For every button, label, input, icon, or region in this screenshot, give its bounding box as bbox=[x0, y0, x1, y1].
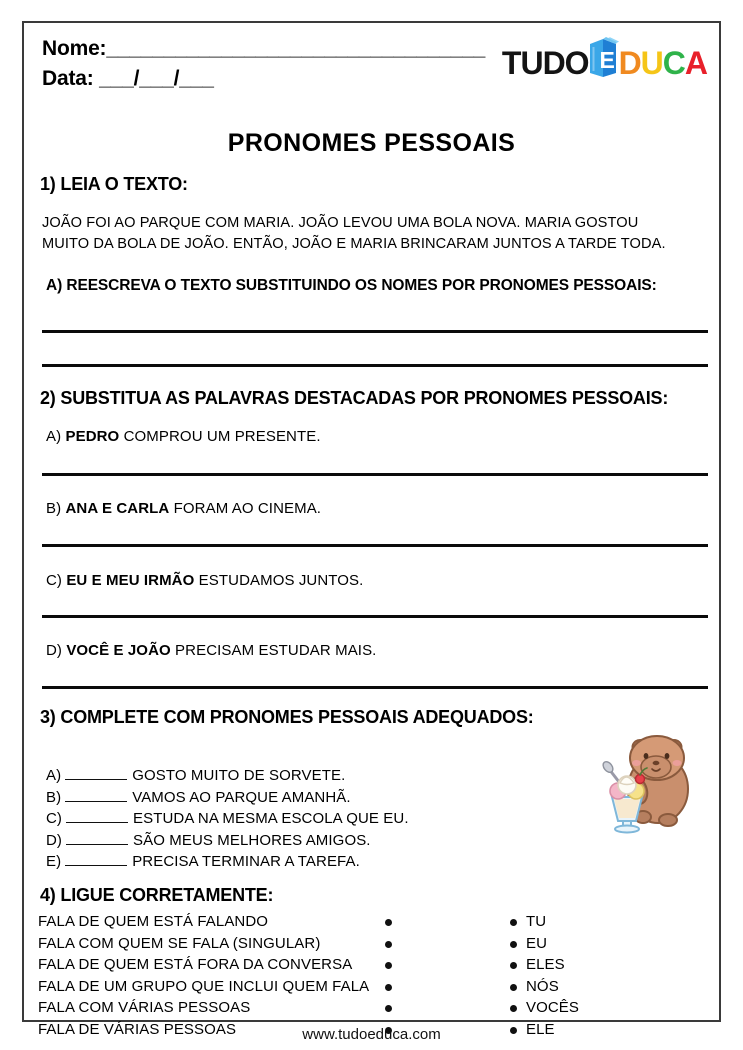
matching-exercise bbox=[24, 911, 719, 1041]
matching-left-dot[interactable] bbox=[385, 962, 392, 969]
answer-line[interactable] bbox=[42, 364, 708, 367]
matching-left-label: FALA COM QUEM SE FALA (SINGULAR) bbox=[38, 934, 321, 952]
matching-row bbox=[24, 933, 719, 955]
logo-text-tudo: TUDO bbox=[501, 45, 589, 81]
section-4-heading: 4) LIGUE CORRETAMENTE: bbox=[40, 885, 274, 905]
answer-line[interactable] bbox=[42, 330, 708, 333]
matching-right-label: TU bbox=[526, 913, 547, 930]
reading-passage bbox=[42, 213, 706, 255]
matching-left-label: FALA DE UM GRUPO QUE INCLUI QUEM FALA bbox=[38, 977, 370, 995]
logo-letter-d: D bbox=[618, 45, 641, 81]
matching-left-label: FALA DE QUEM ESTÁ FORA DA CONVERSA bbox=[38, 956, 353, 973]
fill-in-blank[interactable] bbox=[66, 809, 128, 823]
section-2-item bbox=[46, 428, 321, 445]
matching-left-dot[interactable] bbox=[385, 919, 392, 926]
section-2-item bbox=[46, 642, 376, 659]
matching-left-label: FALA COM VÁRIAS PESSOAS bbox=[38, 999, 251, 1016]
item-marker: B) bbox=[46, 788, 62, 806]
item-marker: D) bbox=[46, 642, 63, 659]
item-text: ESTUDA NA MESMA ESCOLA QUE EU. bbox=[133, 810, 409, 827]
item-highlight: ANA E CARLA bbox=[65, 500, 170, 517]
logo-letter-c: C bbox=[662, 45, 685, 81]
name-field-rule[interactable]: _________________________________ bbox=[106, 37, 486, 60]
matching-right-label: NÓS bbox=[526, 977, 559, 995]
date-field-label: Data: bbox=[42, 67, 94, 90]
fill-in-row bbox=[46, 765, 409, 787]
page-title: PRONOMES PESSOAIS bbox=[227, 129, 516, 157]
section-2-item bbox=[46, 500, 321, 517]
svg-text:E: E bbox=[599, 47, 614, 73]
item-highlight: PEDRO bbox=[65, 428, 120, 445]
footer-website[interactable]: www.tudoeduca.com bbox=[302, 1026, 441, 1043]
item-highlight: VOCÊ E JOÃO bbox=[66, 642, 171, 659]
fill-in-row bbox=[46, 808, 409, 830]
passage-line: MUITO DA BOLA DE JOÃO. ENTÃO, JOÃO E MARIA BRINCARAM JUNTOS A TARDE TODA. bbox=[42, 236, 666, 253]
matching-right-dot[interactable] bbox=[510, 919, 517, 926]
matching-right-dot[interactable] bbox=[510, 962, 517, 969]
matching-right-label: EU bbox=[526, 934, 548, 952]
item-text: FORAM AO CINEMA. bbox=[169, 500, 322, 517]
tudoeduca-logo bbox=[502, 33, 707, 79]
matching-row bbox=[24, 997, 719, 1019]
section-3-heading: 3) COMPLETE COM PRONOMES PESSOAIS ADEQUADOS: bbox=[40, 707, 534, 727]
item-text: SÃO MEUS MELHORES AMIGOS. bbox=[133, 831, 371, 849]
item-marker: E) bbox=[46, 853, 62, 870]
worksheet-header bbox=[24, 23, 719, 103]
matching-row bbox=[24, 911, 719, 933]
name-field-label: Nome: bbox=[42, 37, 107, 60]
capybara-icon bbox=[596, 725, 706, 835]
matching-right-label: VOCÊS bbox=[526, 999, 580, 1016]
answer-line[interactable] bbox=[42, 615, 708, 618]
item-marker: C) bbox=[46, 810, 63, 827]
date-field-rule[interactable]: ___/___/___ bbox=[99, 67, 214, 90]
matching-right-dot[interactable] bbox=[510, 941, 517, 948]
answer-line[interactable] bbox=[42, 544, 708, 547]
matching-right-dot[interactable] bbox=[510, 984, 517, 991]
item-marker: B) bbox=[46, 500, 62, 517]
matching-left-label: FALA DE QUEM ESTÁ FALANDO bbox=[38, 913, 269, 930]
fill-in-blank[interactable] bbox=[65, 788, 127, 802]
date-field-row bbox=[42, 67, 214, 91]
book-icon bbox=[586, 37, 620, 79]
item-text: GOSTO MUITO DE SORVETE. bbox=[132, 767, 346, 784]
matching-right-label: ELE bbox=[526, 1020, 555, 1038]
item-marker: A) bbox=[46, 428, 62, 445]
logo-letter-a: A bbox=[684, 45, 707, 81]
answer-line[interactable] bbox=[42, 473, 708, 476]
fill-in-blank[interactable] bbox=[65, 766, 127, 780]
item-highlight: EU E MEU IRMÃO bbox=[66, 572, 195, 589]
item-marker: A) bbox=[46, 767, 62, 784]
fill-in-row bbox=[46, 787, 409, 809]
matching-right-label: ELES bbox=[526, 956, 565, 973]
matching-left-dot[interactable] bbox=[385, 984, 392, 991]
matching-row bbox=[24, 954, 719, 976]
section-1a-heading: A) REESCREVA O TEXTO SUBSTITUINDO OS NOMES POR PRONOMES PESSOAIS: bbox=[46, 277, 657, 294]
section-2-item bbox=[46, 572, 363, 589]
matching-left-dot[interactable] bbox=[385, 941, 392, 948]
section-1-heading: 1) LEIA O TEXTO: bbox=[40, 174, 188, 194]
section-3-item-list bbox=[46, 765, 409, 873]
logo-letter-u: U bbox=[640, 45, 663, 81]
answer-line[interactable] bbox=[42, 686, 708, 689]
name-field-row bbox=[42, 37, 485, 61]
matching-left-label: FALA DE VÁRIAS PESSOAS bbox=[38, 1020, 237, 1038]
item-marker: C) bbox=[46, 572, 63, 589]
fill-in-blank[interactable] bbox=[66, 831, 128, 845]
item-marker: D) bbox=[46, 831, 63, 849]
item-text: COMPROU UM PRESENTE. bbox=[119, 428, 321, 445]
fill-in-row bbox=[46, 830, 409, 852]
item-text: ESTUDAMOS JUNTOS. bbox=[194, 572, 364, 589]
fill-in-blank[interactable] bbox=[65, 852, 127, 866]
matching-left-dot[interactable] bbox=[385, 1005, 392, 1012]
matching-right-dot[interactable] bbox=[510, 1005, 517, 1012]
item-text: PRECISA TERMINAR A TAREFA. bbox=[132, 853, 360, 870]
passage-line: JOÃO FOI AO PARQUE COM MARIA. JOÃO LEVOU UMA BOLA NOVA. MARIA GOSTOU bbox=[42, 215, 639, 231]
matching-row bbox=[24, 976, 719, 998]
section-2-heading: 2) SUBSTITUA AS PALAVRAS DESTACADAS POR PRONOMES PESSOAIS: bbox=[40, 388, 669, 408]
fill-in-row bbox=[46, 851, 409, 873]
item-text: VAMOS AO PARQUE AMANHÃ. bbox=[132, 788, 351, 806]
item-text: PRECISAM ESTUDAR MAIS. bbox=[170, 642, 377, 659]
